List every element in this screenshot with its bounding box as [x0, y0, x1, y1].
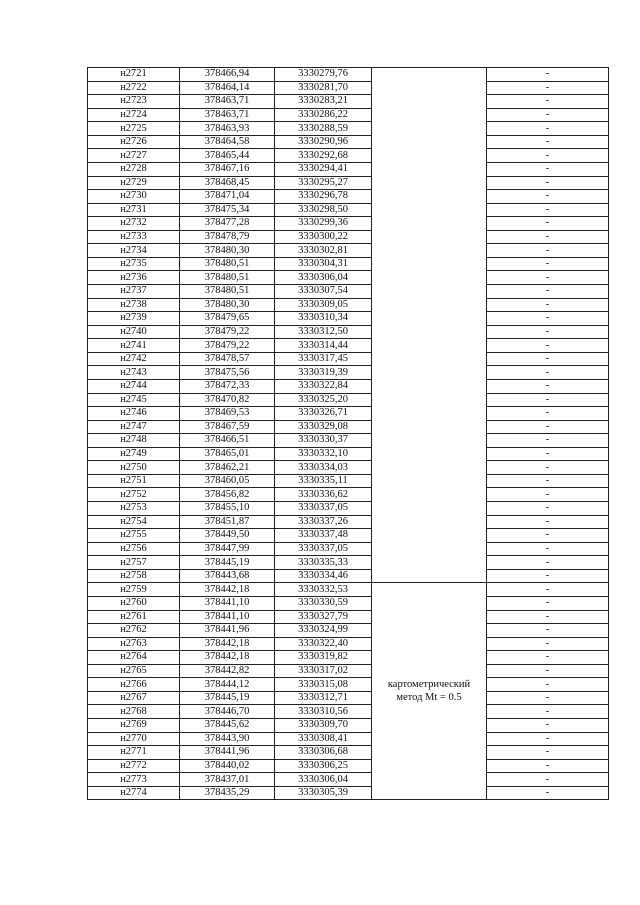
point-id-cell: н2746 [88, 407, 180, 421]
table-row [88, 407, 609, 421]
y-coordinate-cell: 3330306,68 [275, 746, 372, 760]
description-cell: - [487, 217, 609, 231]
table-row [88, 149, 609, 163]
table-row [88, 108, 609, 122]
point-id-cell: н2753 [88, 502, 180, 516]
table-row [88, 786, 609, 800]
y-coordinate-cell: 3330337,48 [275, 529, 372, 543]
y-coordinate-cell: 3330324,99 [275, 624, 372, 638]
point-id-cell: н2736 [88, 271, 180, 285]
table-row [88, 773, 609, 787]
y-coordinate-cell: 3330335,33 [275, 556, 372, 570]
x-coordinate-cell: 378464,14 [180, 81, 275, 95]
x-coordinate-cell: 378441,10 [180, 596, 275, 610]
description-cell: - [487, 149, 609, 163]
y-coordinate-cell: 3330335,11 [275, 474, 372, 488]
y-coordinate-cell: 3330322,84 [275, 379, 372, 393]
x-coordinate-cell: 378443,68 [180, 569, 275, 583]
description-cell: - [487, 244, 609, 258]
table-row [88, 176, 609, 190]
description-cell: - [487, 651, 609, 665]
description-cell: - [487, 298, 609, 312]
table-row [88, 203, 609, 217]
point-id-cell: н2735 [88, 257, 180, 271]
description-cell: - [487, 122, 609, 136]
y-coordinate-cell: 3330292,68 [275, 149, 372, 163]
point-id-cell: н2747 [88, 420, 180, 434]
description-cell: - [487, 569, 609, 583]
y-coordinate-cell: 3330294,41 [275, 162, 372, 176]
point-id-cell: н2733 [88, 230, 180, 244]
table-row [88, 122, 609, 136]
table-row [88, 691, 609, 705]
point-id-cell: н2774 [88, 786, 180, 800]
description-cell: - [487, 461, 609, 475]
description-cell: - [487, 230, 609, 244]
x-coordinate-cell: 378464,58 [180, 135, 275, 149]
description-cell: - [487, 379, 609, 393]
point-id-cell: н2756 [88, 542, 180, 556]
y-coordinate-cell: 3330312,50 [275, 325, 372, 339]
y-coordinate-cell: 3330314,44 [275, 339, 372, 353]
y-coordinate-cell: 3330304,31 [275, 257, 372, 271]
y-coordinate-cell: 3330319,39 [275, 366, 372, 380]
x-coordinate-cell: 378446,70 [180, 705, 275, 719]
point-id-cell: н2739 [88, 312, 180, 326]
y-coordinate-cell: 3330302,81 [275, 244, 372, 258]
table-row [88, 325, 609, 339]
table-row [88, 502, 609, 516]
y-coordinate-cell: 3330334,46 [275, 569, 372, 583]
description-cell: - [487, 108, 609, 122]
table-row [88, 393, 609, 407]
x-coordinate-cell: 378480,51 [180, 257, 275, 271]
method-note-cell [372, 583, 487, 800]
x-coordinate-cell: 378442,82 [180, 664, 275, 678]
table-row [88, 217, 609, 231]
description-cell: - [487, 393, 609, 407]
y-coordinate-cell: 3330283,21 [275, 95, 372, 109]
x-coordinate-cell: 378440,02 [180, 759, 275, 773]
table-row [88, 583, 609, 597]
x-coordinate-cell: 378479,22 [180, 325, 275, 339]
point-id-cell: н2754 [88, 515, 180, 529]
table-row [88, 298, 609, 312]
x-coordinate-cell: 378445,62 [180, 719, 275, 733]
point-id-cell: н2763 [88, 637, 180, 651]
x-coordinate-cell: 378468,45 [180, 176, 275, 190]
point-id-cell: н2770 [88, 732, 180, 746]
description-cell: - [487, 434, 609, 448]
y-coordinate-cell: 3330286,22 [275, 108, 372, 122]
point-id-cell: н2738 [88, 298, 180, 312]
description-cell: - [487, 474, 609, 488]
x-coordinate-cell: 378460,05 [180, 474, 275, 488]
x-coordinate-cell: 378442,18 [180, 637, 275, 651]
table-row [88, 556, 609, 570]
table-row [88, 420, 609, 434]
y-coordinate-cell: 3330306,04 [275, 773, 372, 787]
y-coordinate-cell: 3330332,53 [275, 583, 372, 597]
table-row [88, 542, 609, 556]
x-coordinate-cell: 378465,44 [180, 149, 275, 163]
x-coordinate-cell: 378471,04 [180, 190, 275, 204]
point-id-cell: н2772 [88, 759, 180, 773]
description-cell: - [487, 190, 609, 204]
description-cell: - [487, 420, 609, 434]
table-row [88, 529, 609, 543]
description-cell: - [487, 325, 609, 339]
description-cell: - [487, 257, 609, 271]
x-coordinate-cell: 378466,94 [180, 68, 275, 82]
y-coordinate-cell: 3330309,05 [275, 298, 372, 312]
method-cell-empty [372, 68, 487, 583]
table-row [88, 68, 609, 82]
description-cell: - [487, 81, 609, 95]
x-coordinate-cell: 378463,71 [180, 95, 275, 109]
description-cell: - [487, 691, 609, 705]
point-id-cell: н2726 [88, 135, 180, 149]
description-cell: - [487, 732, 609, 746]
description-cell: - [487, 285, 609, 299]
description-cell: - [487, 678, 609, 692]
description-cell: - [487, 407, 609, 421]
y-coordinate-cell: 3330317,02 [275, 664, 372, 678]
point-id-cell: н2722 [88, 81, 180, 95]
x-coordinate-cell: 378441,96 [180, 746, 275, 760]
x-coordinate-cell: 378480,30 [180, 244, 275, 258]
point-id-cell: н2769 [88, 719, 180, 733]
x-coordinate-cell: 378475,34 [180, 203, 275, 217]
point-id-cell: н2740 [88, 325, 180, 339]
table-row [88, 651, 609, 665]
table-row [88, 746, 609, 760]
table-row [88, 719, 609, 733]
x-coordinate-cell: 378451,87 [180, 515, 275, 529]
x-coordinate-cell: 378441,10 [180, 610, 275, 624]
point-id-cell: н2751 [88, 474, 180, 488]
y-coordinate-cell: 3330299,36 [275, 217, 372, 231]
description-cell: - [487, 515, 609, 529]
table-row [88, 705, 609, 719]
point-id-cell: н2730 [88, 190, 180, 204]
point-id-cell: н2723 [88, 95, 180, 109]
description-cell: - [487, 759, 609, 773]
description-cell: - [487, 705, 609, 719]
table-row [88, 257, 609, 271]
point-id-cell: н2725 [88, 122, 180, 136]
y-coordinate-cell: 3330334,03 [275, 461, 372, 475]
description-cell: - [487, 664, 609, 678]
description-cell: - [487, 596, 609, 610]
table-row [88, 610, 609, 624]
table-row [88, 81, 609, 95]
y-coordinate-cell: 3330330,37 [275, 434, 372, 448]
point-id-cell: н2764 [88, 651, 180, 665]
y-coordinate-cell: 3330330,59 [275, 596, 372, 610]
y-coordinate-cell: 3330306,04 [275, 271, 372, 285]
point-id-cell: н2731 [88, 203, 180, 217]
point-id-cell: н2762 [88, 624, 180, 638]
table-row [88, 678, 609, 692]
coordinates-table-body [88, 68, 609, 800]
y-coordinate-cell: 3330306,25 [275, 759, 372, 773]
table-row [88, 244, 609, 258]
description-cell: - [487, 773, 609, 787]
table-row [88, 664, 609, 678]
description-cell: - [487, 786, 609, 800]
description-cell: - [487, 312, 609, 326]
y-coordinate-cell: 3330337,26 [275, 515, 372, 529]
table-row [88, 569, 609, 583]
x-coordinate-cell: 378480,51 [180, 285, 275, 299]
point-id-cell: н2749 [88, 447, 180, 461]
table-row [88, 461, 609, 475]
description-cell: - [487, 488, 609, 502]
y-coordinate-cell: 3330307,54 [275, 285, 372, 299]
point-id-cell: н2744 [88, 379, 180, 393]
point-id-cell: н2742 [88, 352, 180, 366]
table-row [88, 190, 609, 204]
table-row [88, 162, 609, 176]
table-row [88, 732, 609, 746]
description-cell: - [487, 719, 609, 733]
y-coordinate-cell: 3330312,71 [275, 691, 372, 705]
point-id-cell: н2721 [88, 68, 180, 82]
point-id-cell: н2767 [88, 691, 180, 705]
point-id-cell: н2760 [88, 596, 180, 610]
point-id-cell: н2727 [88, 149, 180, 163]
table-row [88, 596, 609, 610]
y-coordinate-cell: 3330332,10 [275, 447, 372, 461]
x-coordinate-cell: 378463,93 [180, 122, 275, 136]
description-cell: - [487, 135, 609, 149]
x-coordinate-cell: 378449,50 [180, 529, 275, 543]
table-row [88, 339, 609, 353]
x-coordinate-cell: 378477,28 [180, 217, 275, 231]
y-coordinate-cell: 3330337,05 [275, 502, 372, 516]
table-row [88, 434, 609, 448]
point-id-cell: н2771 [88, 746, 180, 760]
table-row [88, 624, 609, 638]
point-id-cell: н2766 [88, 678, 180, 692]
x-coordinate-cell: 378469,53 [180, 407, 275, 421]
point-id-cell: н2765 [88, 664, 180, 678]
description-cell: - [487, 502, 609, 516]
point-id-cell: н2748 [88, 434, 180, 448]
table-row [88, 759, 609, 773]
y-coordinate-cell: 3330288,59 [275, 122, 372, 136]
y-coordinate-cell: 3330298,50 [275, 203, 372, 217]
table-row [88, 285, 609, 299]
point-id-cell: н2773 [88, 773, 180, 787]
x-coordinate-cell: 378479,22 [180, 339, 275, 353]
description-cell: - [487, 556, 609, 570]
x-coordinate-cell: 378442,18 [180, 651, 275, 665]
x-coordinate-cell: 378455,10 [180, 502, 275, 516]
point-id-cell: н2745 [88, 393, 180, 407]
y-coordinate-cell: 3330296,78 [275, 190, 372, 204]
x-coordinate-cell: 378478,79 [180, 230, 275, 244]
point-id-cell: н2757 [88, 556, 180, 570]
description-cell: - [487, 610, 609, 624]
point-id-cell: н2743 [88, 366, 180, 380]
description-cell: - [487, 746, 609, 760]
point-id-cell: н2759 [88, 583, 180, 597]
x-coordinate-cell: 378480,51 [180, 271, 275, 285]
y-coordinate-cell: 3330315,08 [275, 678, 372, 692]
description-cell: - [487, 366, 609, 380]
table-row [88, 515, 609, 529]
description-cell: - [487, 352, 609, 366]
point-id-cell: н2755 [88, 529, 180, 543]
table-row [88, 474, 609, 488]
table-row [88, 447, 609, 461]
x-coordinate-cell: 378465,01 [180, 447, 275, 461]
y-coordinate-cell: 3330290,96 [275, 135, 372, 149]
y-coordinate-cell: 3330295,27 [275, 176, 372, 190]
x-coordinate-cell: 378466,51 [180, 434, 275, 448]
y-coordinate-cell: 3330322,40 [275, 637, 372, 651]
y-coordinate-cell: 3330317,45 [275, 352, 372, 366]
x-coordinate-cell: 378444,12 [180, 678, 275, 692]
description-cell: - [487, 162, 609, 176]
description-cell: - [487, 529, 609, 543]
coordinates-table [87, 67, 609, 800]
description-cell: - [487, 542, 609, 556]
x-coordinate-cell: 378442,18 [180, 583, 275, 597]
x-coordinate-cell: 378475,56 [180, 366, 275, 380]
y-coordinate-cell: 3330308,41 [275, 732, 372, 746]
method-note-line1: картометрический [387, 679, 471, 691]
y-coordinate-cell: 3330305,39 [275, 786, 372, 800]
description-cell: - [487, 624, 609, 638]
x-coordinate-cell: 378456,82 [180, 488, 275, 502]
point-id-cell: н2724 [88, 108, 180, 122]
x-coordinate-cell: 378467,16 [180, 162, 275, 176]
x-coordinate-cell: 378470,82 [180, 393, 275, 407]
point-id-cell: н2752 [88, 488, 180, 502]
y-coordinate-cell: 3330310,34 [275, 312, 372, 326]
description-cell: - [487, 176, 609, 190]
x-coordinate-cell: 378445,19 [180, 556, 275, 570]
y-coordinate-cell: 3330327,79 [275, 610, 372, 624]
x-coordinate-cell: 378478,57 [180, 352, 275, 366]
point-id-cell: н2732 [88, 217, 180, 231]
y-coordinate-cell: 3330329,08 [275, 420, 372, 434]
point-id-cell: н2750 [88, 461, 180, 475]
table-row [88, 379, 609, 393]
point-id-cell: н2768 [88, 705, 180, 719]
table-row [88, 637, 609, 651]
table-row [88, 312, 609, 326]
y-coordinate-cell: 3330309,70 [275, 719, 372, 733]
table-row [88, 488, 609, 502]
table-row [88, 95, 609, 109]
y-coordinate-cell: 3330325,20 [275, 393, 372, 407]
x-coordinate-cell: 378445,19 [180, 691, 275, 705]
point-id-cell: н2729 [88, 176, 180, 190]
table-row [88, 366, 609, 380]
table-row [88, 230, 609, 244]
method-note-line2: метод Mt = 0.5 [396, 692, 462, 704]
x-coordinate-cell: 378441,96 [180, 624, 275, 638]
table-row [88, 271, 609, 285]
description-cell: - [487, 203, 609, 217]
y-coordinate-cell: 3330337,05 [275, 542, 372, 556]
x-coordinate-cell: 378463,71 [180, 108, 275, 122]
description-cell: - [487, 583, 609, 597]
x-coordinate-cell: 378480,30 [180, 298, 275, 312]
point-id-cell: н2734 [88, 244, 180, 258]
description-cell: - [487, 637, 609, 651]
y-coordinate-cell: 3330319,82 [275, 651, 372, 665]
x-coordinate-cell: 378472,33 [180, 379, 275, 393]
point-id-cell: н2728 [88, 162, 180, 176]
y-coordinate-cell: 3330326,71 [275, 407, 372, 421]
x-coordinate-cell: 378479,65 [180, 312, 275, 326]
table-row [88, 135, 609, 149]
description-cell: - [487, 68, 609, 82]
description-cell: - [487, 95, 609, 109]
point-id-cell: н2758 [88, 569, 180, 583]
x-coordinate-cell: 378467,59 [180, 420, 275, 434]
description-cell: - [487, 447, 609, 461]
x-coordinate-cell: 378447,99 [180, 542, 275, 556]
point-id-cell: н2761 [88, 610, 180, 624]
y-coordinate-cell: 3330279,76 [275, 68, 372, 82]
table-row [88, 352, 609, 366]
x-coordinate-cell: 378462,21 [180, 461, 275, 475]
x-coordinate-cell: 378437,01 [180, 773, 275, 787]
y-coordinate-cell: 3330281,70 [275, 81, 372, 95]
x-coordinate-cell: 378443,90 [180, 732, 275, 746]
description-cell: - [487, 271, 609, 285]
description-cell: - [487, 339, 609, 353]
y-coordinate-cell: 3330336,62 [275, 488, 372, 502]
y-coordinate-cell: 3330300,22 [275, 230, 372, 244]
point-id-cell: н2741 [88, 339, 180, 353]
point-id-cell: н2737 [88, 285, 180, 299]
x-coordinate-cell: 378435,29 [180, 786, 275, 800]
y-coordinate-cell: 3330310,56 [275, 705, 372, 719]
